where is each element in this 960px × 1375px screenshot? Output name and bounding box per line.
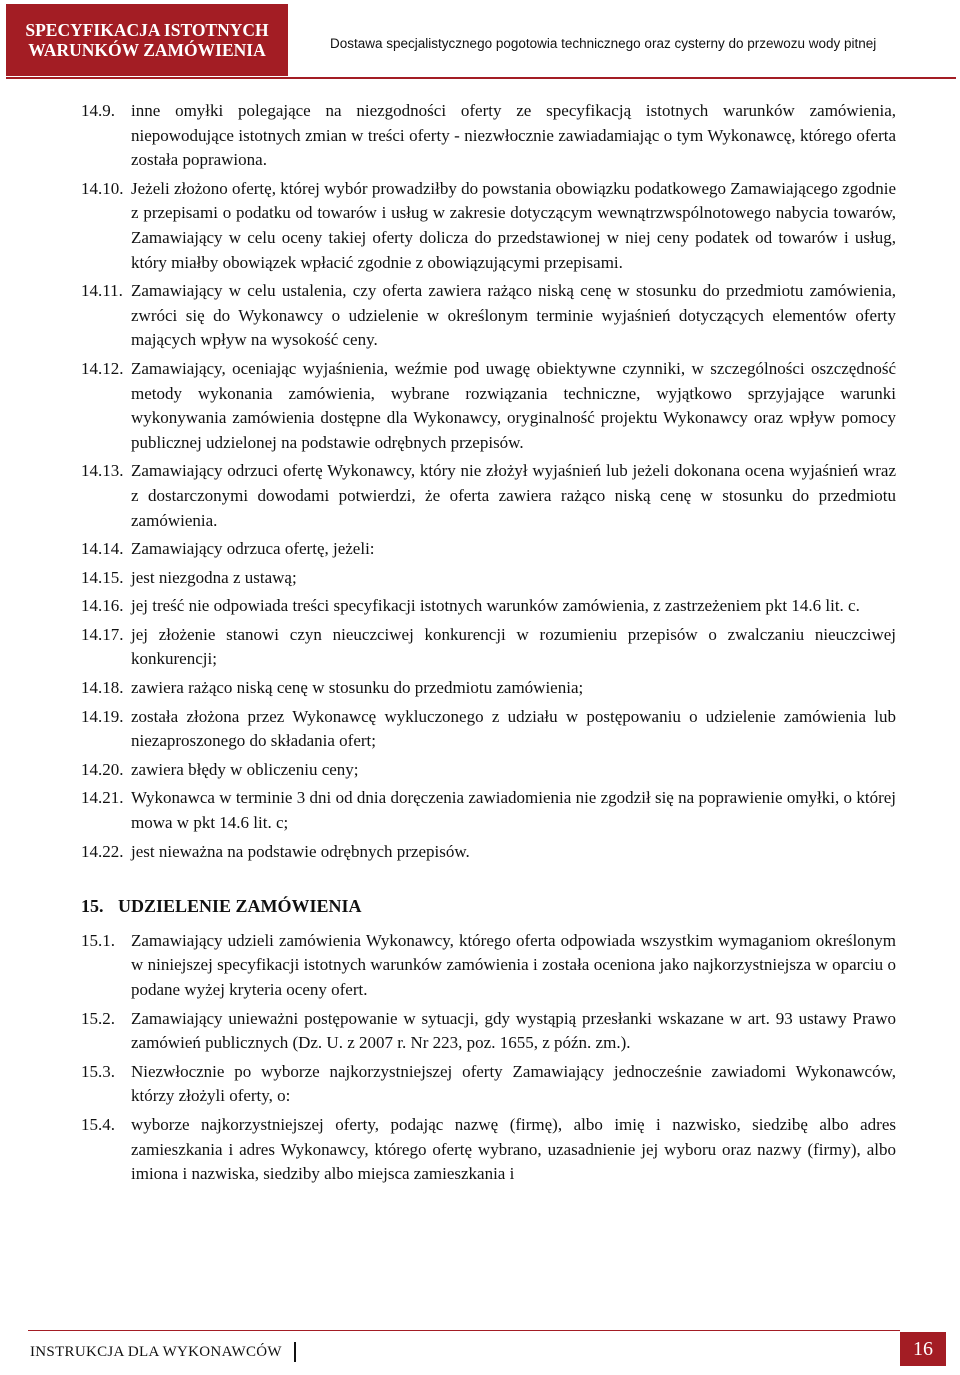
item-number: 14.13. (81, 461, 124, 481)
item-text: jej złożenie stanowi czyn nieuczciwej konkurencji w rozumieniu przepisów o zwalczaniu nieuczciwej konkurencji; (131, 624, 896, 669)
page-footer (0, 1330, 960, 1375)
item-text: Zamawiający, oceniając wyjaśnienia, weźmie pod uwagę obiektywne czynniki, w szczególności oszczędność metody wykonania zamówienia, wybrane rozwiązania techniczne, wyjątkowo sprzyjające warunki wykonywania zamówienia dostępne dla Wykonawcy, oryginalność projektu Wykonawcy oraz wpływ pomocy publicznej udzielonej na podstawie odrębnych przepisów. (131, 358, 896, 452)
list-item (81, 594, 896, 619)
list-item (81, 357, 896, 455)
list-item (81, 566, 896, 591)
list-item (81, 929, 896, 1003)
document-body (81, 99, 896, 1191)
list-item (81, 1060, 896, 1109)
list-item (81, 537, 896, 562)
item-number: 14.12. (81, 358, 124, 378)
item-number: 15.3. (81, 1061, 115, 1081)
item-text: została złożona przez Wykonawcę wykluczonego z udziału w postępowaniu o udzielenie zamówienia lub niezaproszonego do składania ofert; (131, 706, 896, 751)
list-item (81, 1007, 896, 1056)
list-item (81, 758, 896, 783)
item-number: 14.14. (81, 539, 124, 559)
list-item (81, 177, 896, 275)
section-15-list (81, 929, 896, 1187)
item-text: inne omyłki polegające na niezgodności oferty ze specyfikacją istotnych warunków zamówienia, niepowodujące istotnych zmian w treści oferty - niezwłocznie zawiadamiając o tym Wykonawcę, którego oferta została poprawiona. (131, 101, 896, 170)
footer-label: INSTRUKCJA DLA WYKONAWCÓW (30, 1344, 282, 1360)
page-number: 16 (900, 1332, 946, 1366)
item-number: 15.1. (81, 930, 115, 950)
page-header (0, 0, 960, 80)
item-text: Jeżeli złożono ofertę, której wybór prowadziłby do powstania obowiązku podatkowego Zamawiającego zgodnie z przepisami o podatku od towarów i usług w zakresie dotyczącym wewnątrzwspólnotowego nabycia towarów, Zamawiający w celu oceny takiej oferty dolicza do przedstawionej w niej ceny podatek od towarów i usług, który miałby obowiązek wpłacić zgodnie z obowiązującymi przepisami. (131, 178, 896, 272)
item-number: 14.11. (81, 281, 123, 301)
item-number: 14.21. (81, 788, 124, 808)
list-item (81, 840, 896, 865)
item-text: Wykonawca w terminie 3 dni od dnia doręczenia zawiadomienia nie zgodził się na poprawienie omyłki, o której mowa w pkt 14.6 lit. c; (131, 788, 896, 833)
section-14-list (81, 99, 896, 864)
list-item (81, 623, 896, 672)
item-number: 14.18. (81, 678, 124, 698)
item-number: 15.2. (81, 1008, 115, 1028)
item-text: Zamawiający odrzuca ofertę, jeżeli: (131, 539, 375, 559)
list-item (81, 676, 896, 701)
list-item (81, 459, 896, 533)
item-number: 15.4. (81, 1114, 115, 1134)
section-heading (81, 894, 896, 919)
list-item (81, 705, 896, 754)
item-text: Niezwłocznie po wyborze najkorzystniejszej oferty Zamawiający jednocześnie zawiadomi Wykonawców, którzy złożyli oferty, o: (131, 1061, 896, 1106)
section-title: UDZIELENIE ZAMÓWIENIA (118, 896, 362, 917)
list-item (81, 279, 896, 353)
item-text: jest nieważna na podstawie odrębnych przepisów. (131, 841, 470, 861)
header-box-line1: SPECYFIKACJA ISTOTNYCH (25, 20, 269, 40)
item-text: jej treść nie odpowiada treści specyfikacji istotnych warunków zamówienia, z zastrzeżeniem pkt 14.6 lit. c. (131, 596, 860, 616)
list-item (81, 786, 896, 835)
footer-divider (28, 1330, 900, 1331)
header-document-title: Dostawa specjalistycznego pogotowia technicznego oraz cysterny do przewozu wody pitnej (330, 36, 877, 51)
item-number: 14.17. (81, 624, 124, 644)
item-number: 14.22. (81, 841, 124, 861)
item-text: Zamawiający unieważni postępowanie w sytuacji, gdy wystąpią przesłanki wskazane w art. 93 ustawy Prawo zamówień publicznych (Dz. U. z 2007 r. Nr 223, poz. 1655, z późn. zm.). (131, 1008, 896, 1053)
item-number: 14.9. (81, 101, 115, 120)
list-item (81, 1113, 896, 1187)
item-number: 14.20. (81, 759, 124, 779)
item-text: jest niezgodna z ustawą; (131, 567, 297, 587)
section-number: 15. (81, 896, 104, 917)
item-number: 14.15. (81, 567, 124, 587)
header-divider (6, 77, 956, 79)
item-number: 14.10. (81, 178, 124, 198)
item-text: zawiera błędy w obliczeniu ceny; (131, 759, 359, 779)
item-text: zawiera rażąco niską cenę w stosunku do przedmiotu zamówienia; (131, 678, 584, 698)
item-text: Zamawiający odrzuci ofertę Wykonawcy, który nie złożył wyjaśnień lub jeżeli dokonana ocena wyjaśnień wraz z dostarczonymi dowodami potwierdzi, że oferta zawiera rażąco niską cenę w stosunku do przedmiotu zamówienia. (131, 461, 896, 530)
header-box-line2: WARUNKÓW ZAMÓWIENIA (28, 40, 266, 60)
header-title-box (6, 4, 288, 76)
item-text: Zamawiający w celu ustalenia, czy oferta zawiera rażąco niską cenę w stosunku do przedmiotu zamówienia, zwróci się do Wykonawcy o udzielenie w określonym terminie wyjaśnień dotyczących elementów oferty mających wpływ na wysokość ceny. (131, 281, 896, 350)
item-text: wyborze najkorzystniejszej oferty, podając nazwę (firmę), albo imię i nazwisko, siedzibę albo adres zamieszkania i adres Wykonawcy, którego ofertę wybrano, uzasadnienie jej wyboru oraz nazwy (firmy), albo imiona i nazwiska, siedziby albo miejsca zamieszkania i (131, 1114, 896, 1184)
item-number: 14.19. (81, 706, 124, 726)
item-number: 14.16. (81, 596, 124, 616)
item-text: Zamawiający udzieli zamówienia Wykonawcy, którego oferta odpowiada wszystkim wymaganiom określonym w niniejszej specyfikacji istotnych warunków zamówienia i została oceniona jako najkorzystniejsza w oparciu o podane wyżej kryteria oceny ofert. (131, 930, 896, 999)
footer-separator-bar (294, 1342, 296, 1362)
list-item (81, 99, 896, 173)
